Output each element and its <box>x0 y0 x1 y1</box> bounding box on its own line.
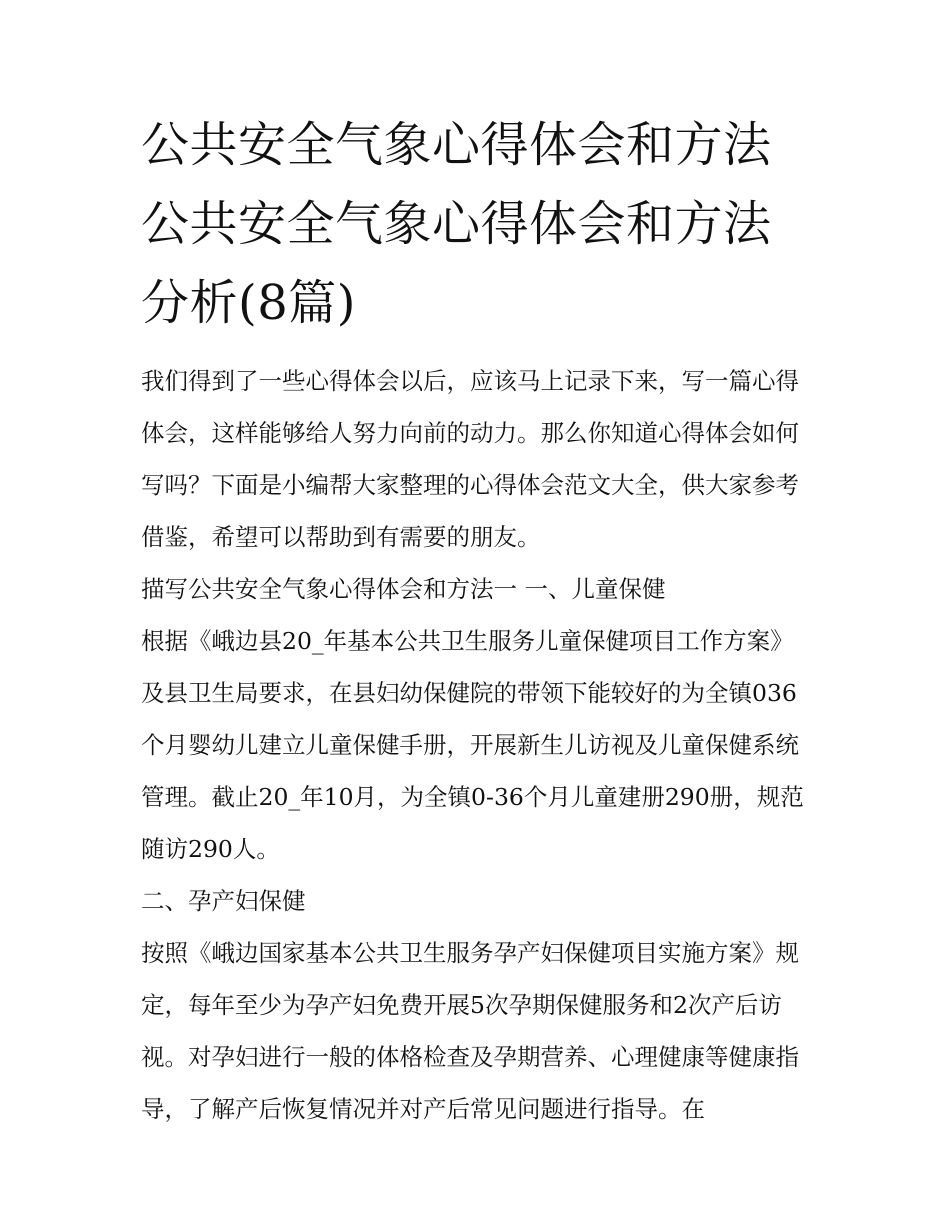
paragraph-maternal-health: 按照《峨边国家基本公共卫生服务孕产妇保健项目实施方案》规定，每年至少为孕产妇免费开展5次孕期保健服务和2次产后访视。对孕妇进行一般的体格检查及孕期营养、心理健康等健康指导，了解产后恢复情况并对产后常见问题进行指导。在 <box>141 939 799 1123</box>
paragraph-section-heading-2: 二、孕产妇保健 <box>141 887 306 915</box>
paragraph-intro: 我们得到了一些心得体会以后，应该马上记录下来，写一篇心得体会，这样能够给人努力向前的动力。那么你知道心得体会如何写吗？下面是小编帮大家整理的心得体会范文大全，供大家参考借鉴，希望可以帮助到有需要的朋友。 <box>141 367 799 551</box>
document-title: 公共安全气象心得体会和方法 公共安全气象心得体会和方法分析(8篇) <box>141 117 772 331</box>
paragraph-section-heading-1: 描写公共安全气象心得体会和方法一 一、儿童保健 <box>141 575 666 603</box>
paragraph-child-health: 根据《峨边县20_年基本公共卫生服务儿童保健项目工作方案》及县卫生局要求，在县妇幼保健院的带领下能较好的为全镇036个月婴幼儿建立儿童保健手册，开展新生儿访视及儿童保健系统管理。截止20_年10月，为全镇0-36个月儿童建册290册，规范随访290人。 <box>141 627 804 863</box>
document-body <box>141 106 813 1135</box>
title-block <box>141 106 813 343</box>
